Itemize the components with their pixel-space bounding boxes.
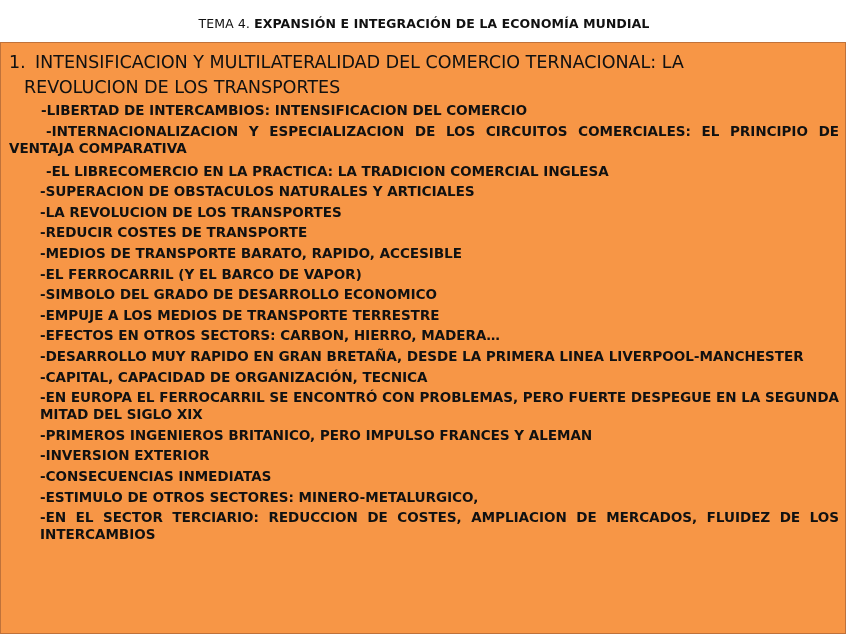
list-item: -EMPUJE A LOS MEDIOS DE TRANSPORTE TERRESTRE — [40, 307, 440, 324]
list-item: -EN EUROPA EL FERROCARRIL SE ENCONTRÓ CON PROBLEMAS, PERO FUERTE DESPEGUE EN LA SEGUNDA MITAD DEL SIGLO XIX — [40, 390, 839, 424]
list-item: -EL FERROCARRIL (Y EL BARCO DE VAPOR) — [40, 266, 362, 283]
list-item: -MEDIOS DE TRANSPORTE BARATO, RAPIDO, ACCESIBLE — [40, 245, 462, 262]
section-heading-line2: REVOLUCION DE LOS TRANSPORTES — [24, 78, 341, 98]
section-heading-line1: INTENSIFICACION Y MULTILATERALIDAD DEL COMERCIO TERNACIONAL: LA — [35, 53, 684, 73]
header-title: EXPANSIÓN E INTEGRACIÓN DE LA ECONOMÍA MUNDIAL — [254, 16, 650, 31]
list-item: -INVERSION EXTERIOR — [40, 448, 210, 465]
list-item: -PRIMEROS INGENIEROS BRITANICO, PERO IMPULSO FRANCES Y ALEMAN — [40, 427, 593, 444]
list-item: -CAPITAL, CAPACIDAD DE ORGANIZACIÓN, TECNICA — [40, 369, 428, 386]
list-item: -SIMBOLO DEL GRADO DE DESARROLLO ECONOMICO — [40, 287, 437, 304]
slide-header — [0, 16, 848, 31]
header-prefix: TEMA 4. — [198, 16, 250, 31]
list-item: -LA REVOLUCION DE LOS TRANSPORTES — [40, 204, 342, 221]
section-heading — [9, 51, 839, 101]
list-item: -EL LIBRECOMERCIO EN LA PRACTICA: LA TRADICION COMERCIAL INGLESA — [46, 163, 609, 180]
list-item: -REDUCIR COSTES DE TRANSPORTE — [40, 225, 308, 242]
list-item: -DESARROLLO MUY RAPIDO EN GRAN BRETAÑA, DESDE LA PRIMERA LINEA LIVERPOOL-MANCHESTER — [40, 348, 804, 365]
content-panel — [0, 42, 846, 634]
list-item: -CONSECUENCIAS INMEDIATAS — [40, 468, 272, 485]
list-item: -SUPERACION DE OBSTACULOS NATURALES Y ARTICIALES — [40, 184, 475, 201]
list-item: -EFECTOS EN OTROS SECTORS: CARBON, HIERRO, MADERA… — [40, 328, 500, 345]
list-item: -LIBERTAD DE INTERCAMBIOS: INTENSIFICACION DEL COMERCIO — [41, 103, 528, 119]
list-item: -EN EL SECTOR TERCIARIO: REDUCCION DE COSTES, AMPLIACION DE MERCADOS, FLUIDEZ DE LOS INTERCAMBIOS — [40, 510, 839, 544]
bullet-list — [9, 103, 839, 548]
list-item: -ESTIMULO DE OTROS SECTORES: MINERO-METALURGICO, — [40, 489, 479, 506]
section-number: 1. — [9, 53, 26, 73]
list-item: -INTERNACIONALIZACION Y ESPECIALIZACION DE LOS CIRCUITOS COMERCIALES: EL PRINCIPIO DE VENTAJA COMPARATIVA — [9, 123, 839, 157]
